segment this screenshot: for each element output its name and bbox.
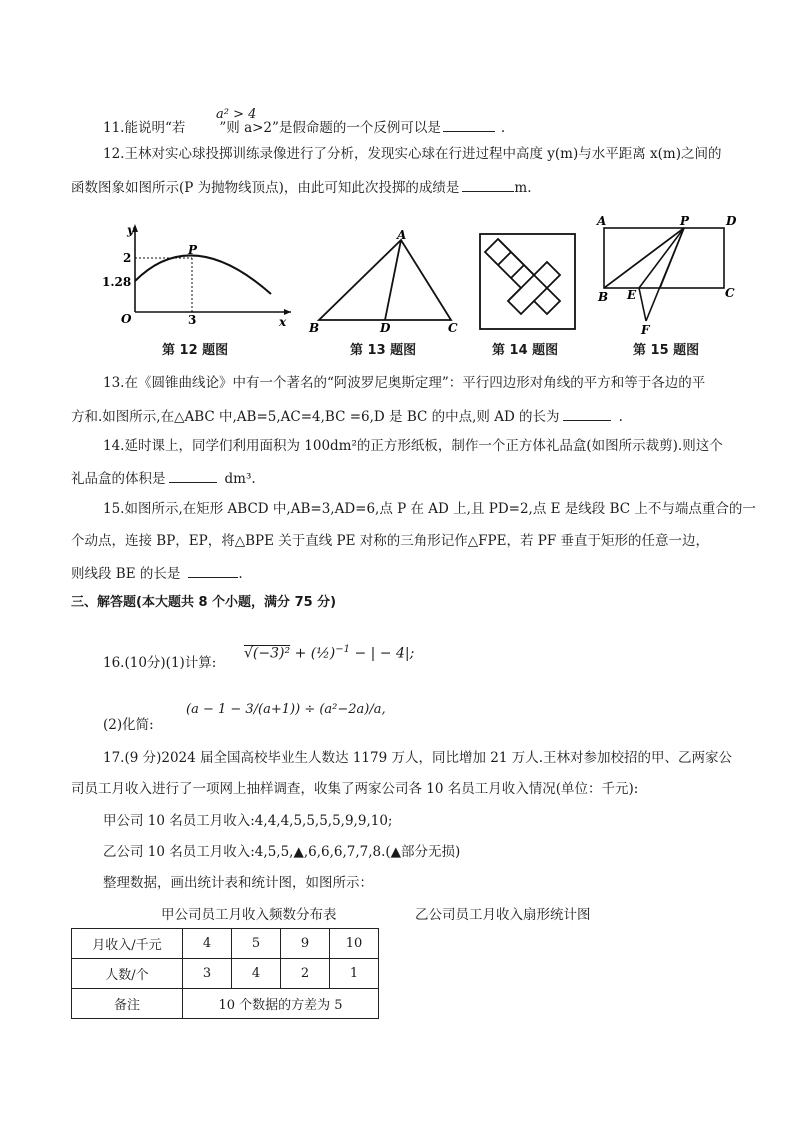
fig15-label-d: D: [726, 214, 737, 228]
fig12-y-128: 1.28: [102, 275, 132, 289]
q14-answer-blank[interactable]: [169, 468, 217, 483]
fig13-label-b: B: [309, 321, 320, 335]
fig14-net-outline: [485, 239, 560, 314]
q13-line2-text: 方和.如图所示,在△ABC 中,AB=5,AC=4,BC =6,D 是 BC 的中点,则 AD 的长为: [71, 409, 560, 425]
figure-14-cube-net: [478, 232, 578, 332]
table-row: [72, 959, 379, 989]
fig13-label-a: A: [397, 228, 407, 242]
fig13-label-c: C: [448, 321, 458, 335]
fig15-label-a: A: [597, 214, 607, 228]
q11-prefix: 11.能说明“若: [103, 120, 186, 136]
q15-line3: [71, 563, 243, 583]
q11-suffix: ”则 a>2”是假命题的一个反例可以是: [219, 120, 441, 136]
fig15-label-p: P: [680, 214, 690, 228]
q16-expr1-sqrt: √(−3)²: [244, 645, 291, 662]
fig12-parabola-curve: [135, 255, 271, 294]
fig12-origin: O: [121, 312, 132, 326]
fig13-median-ad: [385, 240, 401, 320]
fig12-y-label: y: [127, 223, 134, 237]
frequency-table: [71, 928, 379, 1019]
figure-12-parabola: [95, 212, 295, 332]
fig12-x-label: x: [279, 315, 287, 329]
fig13-label-d: D: [380, 321, 391, 335]
table-row: [72, 989, 379, 1019]
fig15-label-f: F: [641, 323, 650, 337]
figure-15-rectangle: [594, 213, 744, 338]
table-header-count: 人数/个: [72, 959, 183, 989]
q15-line1: 15.如图所示,在矩形 ABCD 中,AB=3,AD=6,点 P 在 AD 上,且 PD=2,点 E 是线段 BC 上不与端点重合的一: [103, 501, 756, 517]
q12-answer-blank[interactable]: [462, 177, 514, 192]
q13-line1: 13.在《圆锥曲线论》中有一个著名的“阿波罗尼奥斯定理”：平行四边形对角线的平方和等于各边的平: [103, 375, 706, 391]
q12-unit: m.: [514, 180, 532, 196]
q13-end: .: [618, 409, 623, 425]
fig15-label-e: E: [627, 288, 637, 302]
table-note-value: 10 个数据的方差为 5: [183, 989, 379, 1019]
table-cell: 4: [183, 929, 232, 959]
table-cell: 3: [183, 959, 232, 989]
q15-answer-blank[interactable]: [188, 563, 238, 578]
q16-expr2: (a − 1 − 3/(a+1)) ÷ (a²−2a)/a,: [186, 702, 386, 717]
q15-line2: 个动点，连接 BP，EP，将△BPE 关于直线 PE 对称的三角形记作△FPE，若 PF 垂直于矩形的任意一边，: [71, 533, 710, 549]
table-cell: 4: [232, 959, 281, 989]
q15-line3-text: 则线段 BE 的长是: [71, 566, 181, 582]
fig13-caption: 第 13 题图: [350, 343, 417, 358]
q17-organize: 整理数据，画出统计表和统计图，如图所示：: [103, 875, 373, 891]
question-11: [103, 117, 505, 137]
q17-jia-data: 甲公司 10 名员工月收入:4,4,4,5,5,5,5,9,9,10;: [103, 813, 393, 829]
q11-end: .: [500, 120, 506, 136]
q17-yi-data: 乙公司 10 名员工月收入:4,5,5,▲,6,6,6,7,7,8.(▲部分无损): [103, 844, 461, 860]
table-cell: 5: [232, 929, 281, 959]
q16-expr1-exponent: −1: [335, 644, 350, 655]
q16-expr1: [244, 641, 414, 663]
q15-end: .: [238, 566, 243, 582]
q16-expr1-abs: − | − 4|;: [354, 645, 415, 662]
fig15-label-b: B: [598, 290, 609, 304]
q13-line2: [71, 406, 623, 426]
fig13-triangle-abc: [319, 240, 451, 320]
fig15-segment-ef: [639, 288, 646, 321]
section-3-heading: 三、解答题(本大题共 8 个小题，满分 75 分): [71, 595, 337, 610]
fig15-caption: 第 15 题图: [633, 343, 700, 358]
q16-part2-label: (2)化简:: [103, 717, 154, 733]
table-cell: 1: [330, 959, 379, 989]
q12-line2-text: 函数图象如图所示(P 为抛物线顶点)，由此可知此次投掷的成绩是: [71, 180, 460, 196]
q11-answer-blank[interactable]: [443, 117, 495, 132]
q11-formula: a² > 4: [216, 107, 257, 122]
fig14-caption: 第 14 题图: [492, 343, 559, 358]
figure-13-triangle: [305, 226, 465, 336]
q16-part1-label: 16.(10分)(1)计算:: [103, 655, 217, 671]
fig15-segment-ep: [639, 228, 684, 288]
pie-chart-title: 乙公司员工月收入扇形统计图: [415, 907, 591, 923]
q14-line2: [71, 468, 256, 488]
q17-line2: 司员工月收入进行了一项网上抽样调查，收集了两家公司各 10 名员工月收入情况(单位：千元):: [71, 781, 639, 797]
fig12-y-2: 2: [123, 251, 132, 265]
q14-line1: 14.延时课上，同学们利用面积为 100dm²的正方形纸板，制作一个正方体礼品盒(如图所示裁剪).则这个: [103, 438, 723, 454]
q16-expr1-fraction: + (½): [294, 645, 336, 662]
fig12-caption: 第 12 题图: [162, 343, 229, 358]
table-cell: 10: [330, 929, 379, 959]
table-header-income: 月收入/千元: [72, 929, 183, 959]
table-row: [72, 929, 379, 959]
q14-line2-text: 礼品盒的体积是: [71, 471, 166, 487]
fig15-label-c: C: [725, 286, 735, 300]
table-title: 甲公司员工月收入频数分布表: [161, 907, 337, 923]
q12-line2: [71, 177, 532, 197]
table-cell: 9: [281, 929, 330, 959]
q13-answer-blank[interactable]: [563, 406, 611, 421]
q14-unit: dm³.: [224, 471, 256, 487]
fig12-x-3: 3: [188, 313, 197, 327]
q17-line1: 17.(9 分)2024 届全国高校毕业生人数达 1179 万人，同比增加 21 万人.王林对参加校招的甲、乙两家公: [103, 750, 733, 766]
fig12-vertex-label: P: [188, 243, 198, 257]
q12-line1: 12.王林对实心球投掷训练录像进行了分析，发现实心球在行进过程中高度 y(m)与水平距离 x(m)之间的: [103, 146, 722, 162]
table-cell: 2: [281, 959, 330, 989]
table-header-note: 备注: [72, 989, 183, 1019]
